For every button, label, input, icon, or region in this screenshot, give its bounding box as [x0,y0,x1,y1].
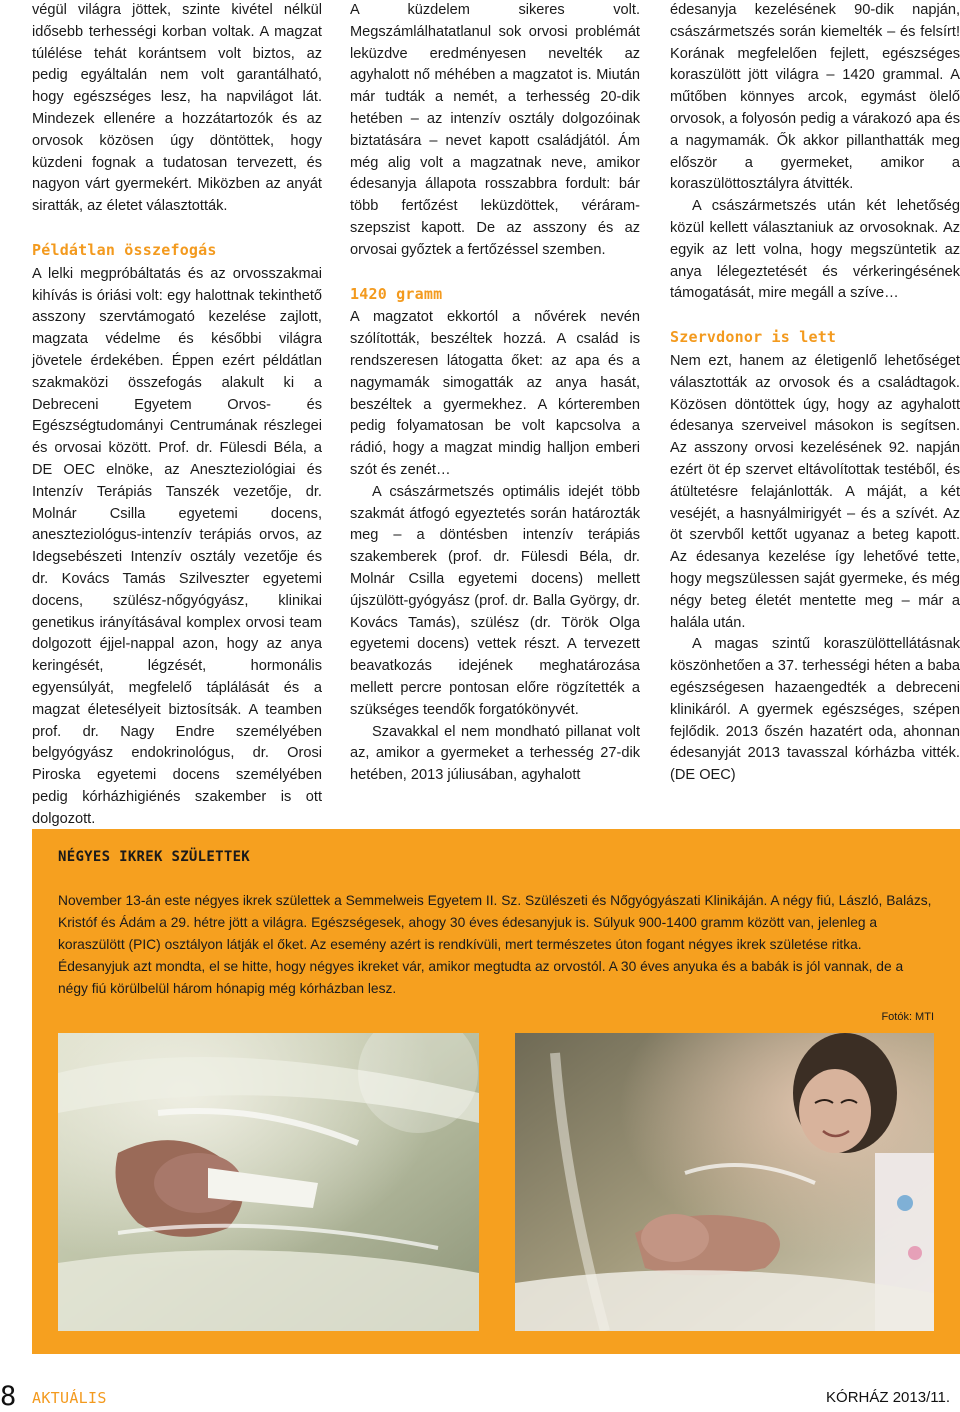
section-heading: Szervdonor is lett [670,328,837,347]
mother-and-baby-photo [515,1033,934,1331]
paragraph: A küzdelem sikeres volt. Megszámlálhatatlanul sok orvosi problémát leküzdve eredményesen nevelték az agyhalott nő méhében a magzatot is. Miután már tudták a nemét, a terhesség 20-dik hetében – az intenzív osztály dolgozóinak biztatására – nevet kapott családjától. Ám még alig volt a magzatnak neve, amikor édesanyja állapota rosszabbra fordult: bár több fertőzést leküzdöttek, véráram-szepszist kapott. De az asszony és az orvosai győztek a fertőzéssel szemben. [350,2,640,258]
paragraph: A császármetszés után két lehetőség közül kellett választaniuk az orvosoknak. Az egyik az lett volna, hogy megszüntetik az anya lélegeztetését és vérkeringésének támogatását, mire megáll a szíve… [670,198,960,302]
box-title: NÉGYES IKREK SZÜLETTEK [58,849,251,865]
section-heading: Példátlan összefogás [32,240,217,259]
page-number: 8 [0,1381,17,1412]
paragraph: A magzatot ekkortól a nővérek nevén szólították, beszéltek hozzá. A család is rendszeresen látogatta őket: az apa és a nagymamák simogatták az anya hasát, beszéltek a gyermekhez. A kórteremben pedig folyamatosan be volt kapcsolva a rádió, hogy a magzat mindig halljon emberi szót és zenét… [350,309,640,478]
section-heading: 1420 gramm [350,284,443,303]
magazine-issue: KÓRHÁZ 2013/11. [826,1389,950,1406]
paragraph: A lelki megpróbáltatás és az orvosszakmai kihívás is óriási volt: egy halottnak tekinthető asszony szervtámogató kezelése zajlott, magzata védelme és későbbi világra jövetele érdekében. Éppen ezért példátlan szakmaközi összefogás alakult ki a Debreceni Egyetem Orvos- és Egészségtudományi Centrumának részlegei és orvosai között. Prof. dr. Fülesdi Béla, a DE OEC elnöke, az Aneszteziológiai és Intenzív Terápiás Tanszék vezetője, dr. Molnár Csilla egyetemi docens, aneszteziológus-intenzív terápiás orvos, az Idegsebészeti Intenzív osztály vezetője és dr. Kovács Tamás Szilveszter egyetemi docens, szülész-nőgyógyász, klinikai genetikus irányításával komplex orvosi team dolgozott éjjel-nappal azon, hogy az anya keringését, légzését, hormonális egyensúlyát, megfelelő táplálását és a magzat életesélyeit biztosítsák. A teamben prof. dr. Nagy Endre személyében belgyógyász endokrinológus, dr. Orosi Piroska egyetemi docens személyében pedig kórházhigiénés szakember is ott dolgozott. [32,265,322,827]
article-column-3 [670,0,960,787]
page-footer [0,1383,960,1410]
paragraph: Nem ezt, hanem az életigenlő lehetőséget választották az orvosok és a családtagok. Közösen döntöttek úgy, hogy az agyhalott édesanya szerveivel másokon is segítsen. Az asszony orvosi kezelésének 92. napján ezért öt ép szervet eltávolítottak testéből, és átültetésre felajánlották. A máját, a két veséjét, a hasnyálmirigyét – és a szívét. Az öt szervből kettőt ugyanaz a beteg kapott. Az édesanya kezelése így lehetővé tette, hogy megszülessen saját gyermeke, és még négy beteg életét mentette meg – már a halála után. [670,352,960,631]
paragraph: Szavakkal el nem mondható pillanat volt az, amikor a gyermeket a terhesség 27-dik hetében, 2013 júliusában, agyhalott [350,723,640,784]
paragraph: édesanyja kezelésének 90-dik napján, császármetszés során kiemelték – és felsírt! Korának megfelelően fejlett, egészséges koraszülött jött világra – 1420 grammal. A műtőben könnyes arcok, egymást ölelő orvosok, a folyosón pedig a várakozó apa és a nagymamák. Ők akkor pillanthatták meg először a gyermeket, amikor a koraszülöttosztályra átvitték. [670,2,960,193]
paragraph: végül világra jöttek, szinte kivétel nélkül idősebb terhességi korban voltak. A magzat túlélése tehát korántsem volt biztos, az pedig egyáltalán nem volt garantálható, hogy egészséges lesz, ha napvilágot lát. Mindezek ellenére a hozzátartozók és az orvosok közösen úgy döntöttek, hogy küzdeni fognak a tudatosan tervezett, és nagyon várt gyermekért. Miközben az anyát siratták, az életet választották. [32,2,322,215]
photo-credit: Fotók: MTI [881,1011,934,1023]
paragraph: A magas szintű koraszülöttellátásnak köszönhetően a 37. terhességi héten a baba egészségesen hazaengedték a debreceni klinikáról. A gyermek egészséges, szépen fejlődik. 2013 őszén hazatért oda, ahonnan édesanyját 2013 tavasszal kórházba vitték. (DE OEC) [670,636,960,784]
article-column-2 [350,0,640,787]
paragraph: A császármetszés optimális idejét több szakmát átfogó egyeztetés során határozták meg – a döntésben intenzív terápiás szakemberek (prof. dr. Fülesdi Béla, dr. Molnár Csilla egyetemi docens) mellett újszülött-gyógyász (prof. dr. Balla György, dr. Kovács Tamás), szülész (dr. Török Olga egyetemi docens) vettek részt. A tervezett beavatkozás idejének meghatározása mellett percre pontosan előre rögzítették a szükséges teendők forgatókönyvét. [350,483,640,718]
article-column-1 [32,0,322,830]
incubator-baby-photo [58,1033,479,1331]
section-label: AKTUÁLIS [32,1389,107,1407]
news-box [32,829,960,1354]
box-text: November 13-án este négyes ikrek születtek a Semmelweis Egyetem II. Sz. Szülészeti és Nőgyógyászati Klinikáján. A négy fiú, László, Balázs, Kristóf és Ádám a 29. hétre jött a világra. Egészségesek, ahogy 30 éves édesanyjuk is. Súlyuk 900-1400 gramm között van, jelenleg a koraszülött (PIC) osztályon látják el őket. Az esemény azért is rendkívüli, mert természetes úton fogant négyes ikrek születése ritka. Édesanyjuk azt mondta, el se hitte, hogy négyes ikreket vár, amikor megtudta az orvostól. A 30 éves anyuka és a babák is jól vannak, de a négy fiú körülbelül három hónapig még kórházban lesz. [58,893,932,996]
